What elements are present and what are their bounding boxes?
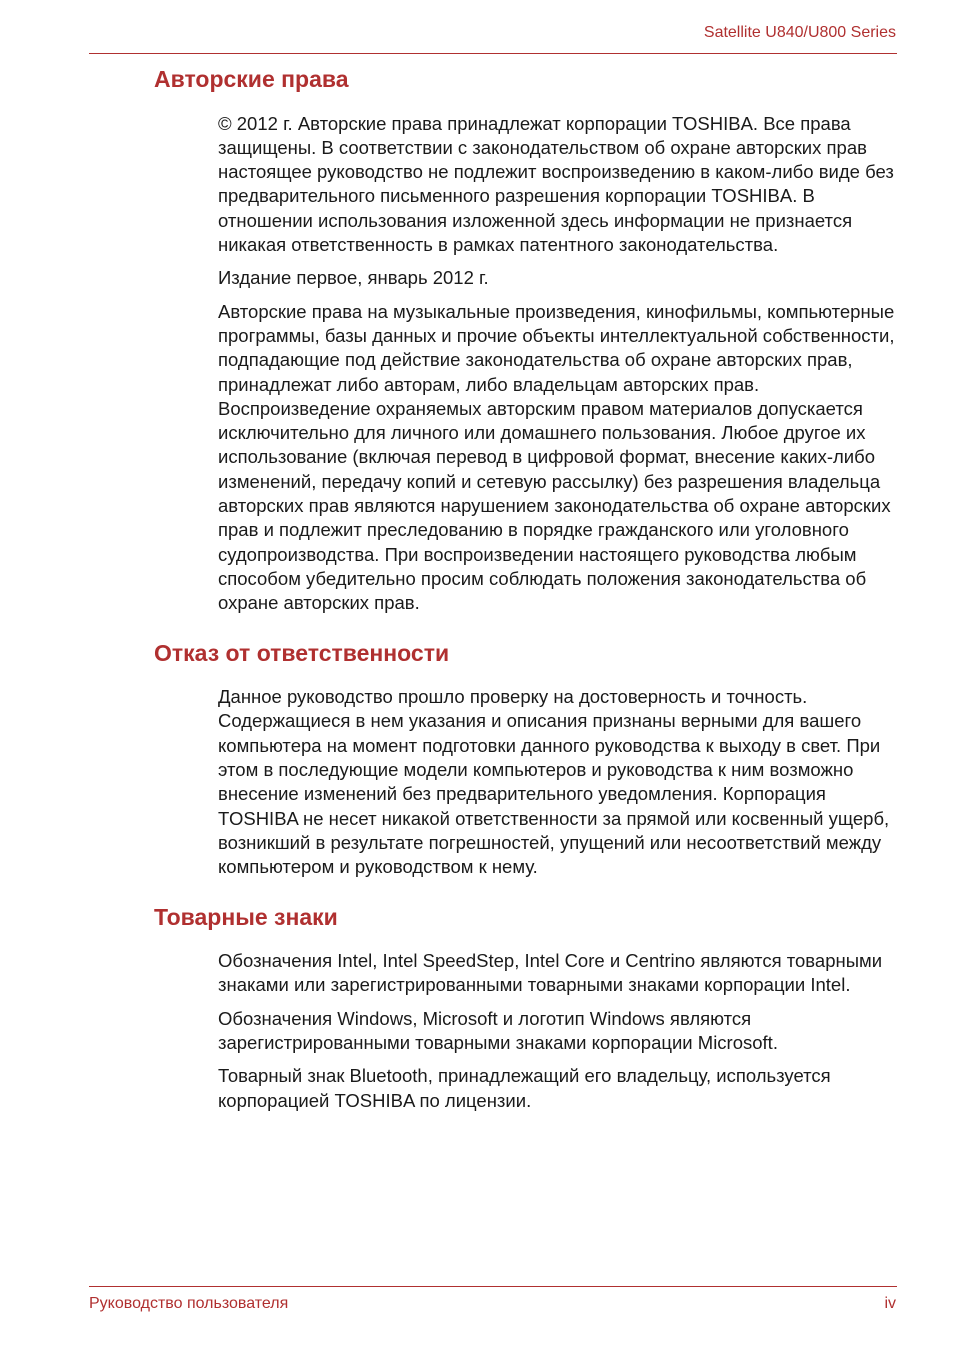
page-content: [154, 66, 899, 1137]
section-heading-copyright: Авторские права: [154, 66, 349, 92]
footer-divider: [89, 1286, 897, 1287]
footer-manual-title: Руководство пользователя: [89, 1295, 289, 1312]
paragraph: Товарный знак Bluetooth, принадлежащий его владельцу, используется корпорацией TOSHIBA по лицензии.: [218, 1065, 831, 1111]
paragraph: Обозначения Windows, Microsoft и логотип Windows являются зарегистрированными товарными знаками корпорации Microsoft.: [218, 1007, 778, 1053]
paragraph: Издание первое, январь 2012 г.: [218, 267, 489, 289]
paragraph: © 2012 г. Авторские права принадлежат корпорации TOSHIBA. Все права защищены. В соответствии с законодательством об охране авторских прав настоящее руководство не подлежит воспроизведению в каком-либо виде без предварительного письменного разрешения корпорации TOSHIBA. В отношении использования изложенной здесь информации не признается никакая ответственность в рамках патентного законодательства.: [218, 112, 894, 256]
section-disclaimer: [154, 640, 899, 880]
header-divider: [89, 53, 897, 54]
section-copyright: [154, 66, 899, 616]
paragraph: Данное руководство прошло проверку на достоверность и точность. Содержащиеся в нем указания и описания признаны верными для вашего компьютера на момент подготовки данного руководства к выходу в свет. При этом в последующие модели компьютеров и руководства к ним возможно внесение изменений без предварительного уведомления. Корпорация TOSHIBA не несет никакой ответственности за прямой или косвенный ущерб, возникший в результате погрешностей, упущений или несоответствий между компьютером и руководством к нему.: [218, 686, 890, 878]
paragraph: Обозначения Intel, Intel SpeedStep, Intel Core и Centrino являются товарными знаками или зарегистрированными товарными знаками корпорации Intel.: [218, 950, 883, 996]
section-heading-trademarks: Товарные знаки: [154, 903, 338, 930]
page-number: iv: [884, 1295, 896, 1312]
section-trademarks: [154, 904, 899, 1113]
paragraph: Авторские права на музыкальные произведения, кинофильмы, компьютерные программы, базы данных и прочие объекты интеллектуальной собственности, подпадающие под действие законодательства об охране авторских прав, принадлежат либо авторам, либо владельцам авторских прав. Воспроизведение охраняемых авторским правом материалов допускается исключительно для личного или домашнего пользования. Любое другое их использование (включая перевод в цифровой формат, внесение каких-либо изменений, передачу копий и сетевую рассылку) без разрешения владельца авторских прав являются нарушением законодательства об охране авторских прав и подлежит преследованию в порядке гражданского или уголовного судопроизводства. При воспроизведении настоящего руководства любым способом убедительно просим соблюдать положения законодательства об охране авторских прав.: [218, 300, 895, 614]
running-header-title: Satellite U840/U800 Series: [703, 24, 896, 41]
section-heading-disclaimer: Отказ от ответственности: [154, 639, 450, 666]
